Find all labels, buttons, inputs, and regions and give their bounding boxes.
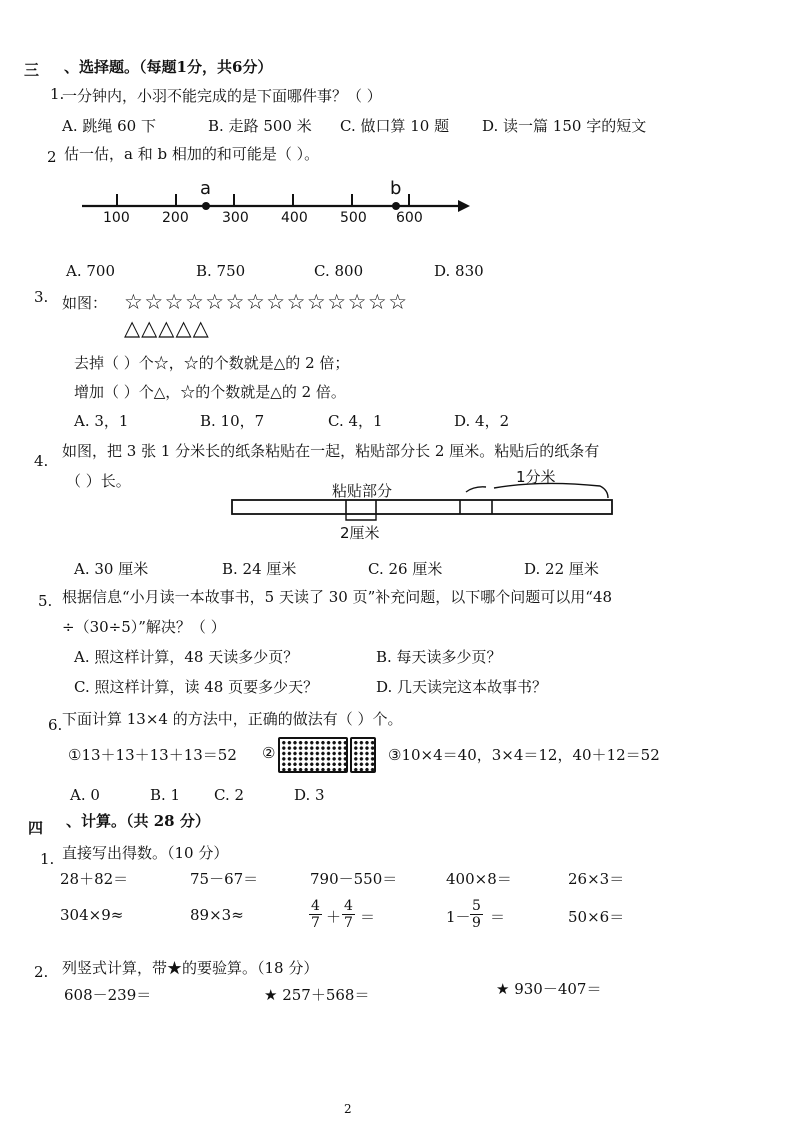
- question-number: 2: [47, 148, 57, 166]
- question-text: 列竖式计算，带★的要验算。（18 分）: [62, 959, 319, 977]
- blank-line-1: 去掉（ ）个☆，☆的个数就是△的 2 倍；: [74, 354, 350, 372]
- point-a-label: a: [200, 178, 212, 199]
- equals: ＝: [490, 908, 506, 926]
- option-b: B. 走路 500 米: [208, 117, 312, 135]
- option-d: D. 读一篇 150 字的短文: [482, 117, 647, 135]
- operand: 1－: [446, 908, 471, 926]
- label-paste-area: 粘贴部分: [332, 482, 393, 500]
- label-2cm: 2厘米: [340, 524, 380, 542]
- question-text: 下面计算 13×4 的方法中，正确的做法有（ ）个。: [62, 710, 403, 728]
- option-d: D. 830: [434, 262, 484, 280]
- numerator: 5: [472, 898, 481, 914]
- question-number: 5.: [38, 592, 53, 610]
- numerator: 4: [311, 898, 320, 914]
- question-number: 4.: [34, 452, 49, 470]
- paper-strip-diagram: [0, 0, 793, 560]
- tick-label: 100: [103, 210, 130, 226]
- section-title: 、选择题。（每题1分，共6分）: [64, 58, 273, 76]
- denominator: 7: [344, 915, 353, 931]
- option-b: B. 10，7: [200, 412, 265, 430]
- option-a: A. 0: [70, 786, 100, 804]
- denominator: 9: [472, 915, 481, 931]
- fraction: [342, 898, 355, 931]
- triangles-row: △△△△△: [124, 316, 210, 340]
- question-number: 2.: [34, 963, 49, 981]
- page-number: 2: [344, 1102, 352, 1116]
- section-number: 四: [28, 819, 44, 837]
- question-text: 如图：: [62, 294, 108, 312]
- tick-label: 600: [396, 210, 423, 226]
- option-d: D. 几天读完这本故事书？: [376, 678, 548, 696]
- stars-row: ☆☆☆☆☆☆☆☆☆☆☆☆☆☆: [124, 290, 409, 314]
- oral-calc-item: 400×8＝: [446, 870, 512, 888]
- option-a: A. 跳绳 60 下: [62, 117, 156, 135]
- tick-label: 400: [281, 210, 308, 226]
- option-d: D. 4，2: [454, 412, 510, 430]
- oral-calc-item: 89×3≈: [190, 906, 244, 924]
- option-c: C. 做口算 10 题: [340, 117, 450, 135]
- fraction: [309, 898, 322, 931]
- equals: ＝: [360, 908, 376, 926]
- oral-calc-item: 304×9≈: [60, 906, 124, 924]
- method-1: ①13＋13＋13＋13＝52: [68, 746, 237, 764]
- fraction: [470, 898, 483, 931]
- option-b: B. 每天读多少页？: [376, 648, 502, 666]
- point-b-label: b: [390, 178, 402, 199]
- option-c: C. 4，1: [328, 412, 383, 430]
- option-b: B. 24 厘米: [222, 560, 297, 578]
- option-b: B. 1: [150, 786, 181, 804]
- tick-label: 500: [340, 210, 367, 226]
- method-3: ③10×4＝40，3×4＝12，40＋12＝52: [388, 746, 660, 764]
- option-d: D. 3: [294, 786, 325, 804]
- oral-calc-item: 790－550＝: [310, 870, 398, 888]
- dot-array-10x4: [278, 737, 348, 773]
- tick-label: 300: [222, 210, 249, 226]
- operator: ＋: [326, 908, 342, 926]
- dot-array-3x4: [350, 737, 376, 773]
- question-number: 6.: [48, 716, 63, 734]
- question-number: 1.: [40, 850, 55, 868]
- option-a: A. 照这样计算，48 天读多少页？: [74, 648, 299, 666]
- option-c: C. 2: [214, 786, 245, 804]
- oral-calc-item: 75－67＝: [190, 870, 259, 888]
- denominator: 7: [311, 915, 320, 931]
- section-title: 、计算。（共 28 分）: [66, 812, 210, 830]
- section-number: 三: [24, 61, 40, 79]
- blank-line-2: 增加（ ）个△，☆的个数就是△的 2 倍。: [74, 383, 346, 401]
- option-a: A. 3，1: [74, 412, 129, 430]
- vertical-calc-item: 608－239＝: [64, 986, 152, 1004]
- option-c: C. 800: [314, 262, 364, 280]
- option-c: C. 照这样计算，读 48 页要多少天？: [74, 678, 319, 696]
- oral-calc-item: 28＋82＝: [60, 870, 129, 888]
- question-text: 估一估，a 和 b 相加的和可能是（ ）。: [64, 145, 320, 163]
- option-b: B. 750: [196, 262, 246, 280]
- oral-calc-item: 50×6＝: [568, 908, 625, 926]
- label-1dm: 1分米: [516, 468, 556, 486]
- question-text-2: （ ）长。: [66, 472, 131, 490]
- option-c: C. 26 厘米: [368, 560, 443, 578]
- tick-label: 200: [162, 210, 189, 226]
- option-a: A. 700: [66, 262, 115, 280]
- question-text: 直接写出得数。（10 分）: [62, 844, 229, 862]
- vertical-calc-item: ★ 257＋568＝: [264, 986, 370, 1004]
- numerator: 4: [344, 898, 353, 914]
- question-text: 如图，把 3 张 1 分米长的纸条粘贴在一起，粘贴部分长 2 厘米。粘贴后的纸条有: [62, 442, 600, 460]
- question-text: 根据信息“小月读一本故事书，5 天读了 30 页”补充问题，以下哪个问题可以用“48: [62, 588, 613, 606]
- vertical-calc-item: ★ 930－407＝: [496, 980, 602, 998]
- question-text: 一分钟内，小羽不能完成的是下面哪件事？（ ）: [62, 87, 382, 105]
- option-d: D. 22 厘米: [524, 560, 599, 578]
- option-a: A. 30 厘米: [74, 560, 149, 578]
- oral-calc-item: 26×3＝: [568, 870, 625, 888]
- question-number: 1.: [50, 85, 65, 103]
- question-text-2: ÷（30÷5）”解决？（ ）: [62, 618, 226, 636]
- method-2-label: ②: [262, 744, 276, 762]
- question-number: 3.: [34, 288, 49, 306]
